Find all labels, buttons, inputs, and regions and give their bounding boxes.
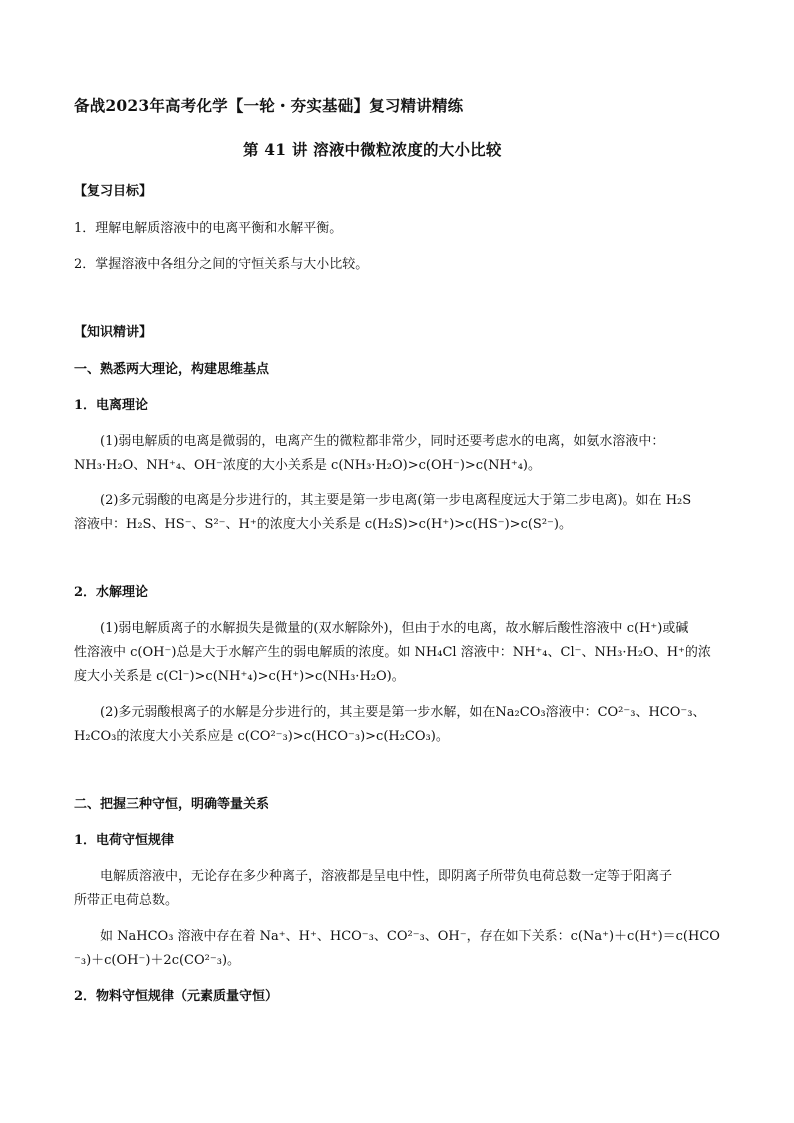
subsection-heading: 2．水解理论	[74, 585, 149, 600]
paragraph-line: ⁻₃)＋c(OH⁻)＋2c(CO²⁻₃)。	[74, 953, 241, 968]
paragraph-line: 性溶液中 c(OH⁻)总是大于水解产生的弱电解质的浓度。如 NH₄Cl 溶液中：NH⁺₄、Cl⁻、NH₃·H₂O、H⁺的浓	[74, 645, 711, 660]
knowledge-heading: 【知识精讲】	[74, 325, 153, 340]
goal-item: 2．掌握溶液中各组分之间的守恒关系与大小比较。	[74, 257, 369, 272]
lecture-title: 第 41 讲 溶液中微粒浓度的大小比较	[243, 140, 502, 159]
paragraph-line: (2)多元弱酸根离子的水解是分步进行的，其主要是第一步水解，如在Na₂CO₃溶液中：CO²⁻₃、HCO⁻₃、	[100, 705, 706, 720]
paragraph-line: 如 NaHCO₃ 溶液中存在着 Na⁺、H⁺、HCO⁻₃、CO²⁻₃、OH⁻，存在如下关系：c(Na⁺)＋c(H⁺)＝c(HCO	[100, 929, 720, 944]
subsection-heading: 1．电荷守恒规律	[74, 833, 175, 848]
section-heading: 二、把握三种守恒，明确等量关系	[74, 797, 270, 812]
section-heading: 一、熟悉两大理论，构建思维基点	[74, 362, 270, 377]
paragraph-line: H₂CO₃的浓度大小关系应是 c(CO²⁻₃)>c(HCO⁻₃)>c(H₂CO₃)。	[74, 729, 449, 744]
paragraph-line: (2)多元弱酸的电离是分步进行的，其主要是第一步电离(第一步电离程度远大于第二步电离)。如在 H₂S	[100, 493, 692, 508]
paragraph-line: 电解质溶液中，无论存在多少种离子，溶液都是呈电中性，即阴离子所带负电荷总数一定等于阳离子	[100, 869, 673, 884]
subsection-heading: 1．电离理论	[74, 398, 149, 413]
paragraph-line: 所带正电荷总数。	[74, 893, 179, 908]
paragraph-line: (1)弱电解质离子的水解损失是微量的(双水解除外)，但由于水的电离，故水解后酸性溶液中 c(H⁺)或碱	[100, 621, 689, 636]
paragraph-line: NH₃·H₂O、NH⁺₄、OH⁻浓度的大小关系是 c(NH₃·H₂O)>c(OH⁻)>c(NH⁺₄)。	[74, 458, 541, 473]
paragraph-line: 溶液中：H₂S、HS⁻、S²⁻、H⁺的浓度大小关系是 c(H₂S)>c(H⁺)>c(HS⁻)>c(S²⁻)。	[74, 517, 572, 532]
document-title: 备战2023年高考化学【一轮・夯实基础】复习精讲精练	[74, 96, 464, 115]
goals-heading: 【复习目标】	[74, 184, 153, 199]
subsection-heading: 2．物料守恒规律（元素质量守恒）	[74, 989, 279, 1004]
goal-item: 1．理解电解质溶液中的电离平衡和水解平衡。	[74, 221, 343, 236]
paragraph-line: 度大小关系是 c(Cl⁻)>c(NH⁺₄)>c(H⁺)>c(NH₃·H₂O)。	[74, 669, 405, 684]
paragraph-line: (1)弱电解质的电离是微弱的，电离产生的微粒都非常少，同时还要考虑水的电离，如氨水溶液中：	[100, 434, 665, 449]
